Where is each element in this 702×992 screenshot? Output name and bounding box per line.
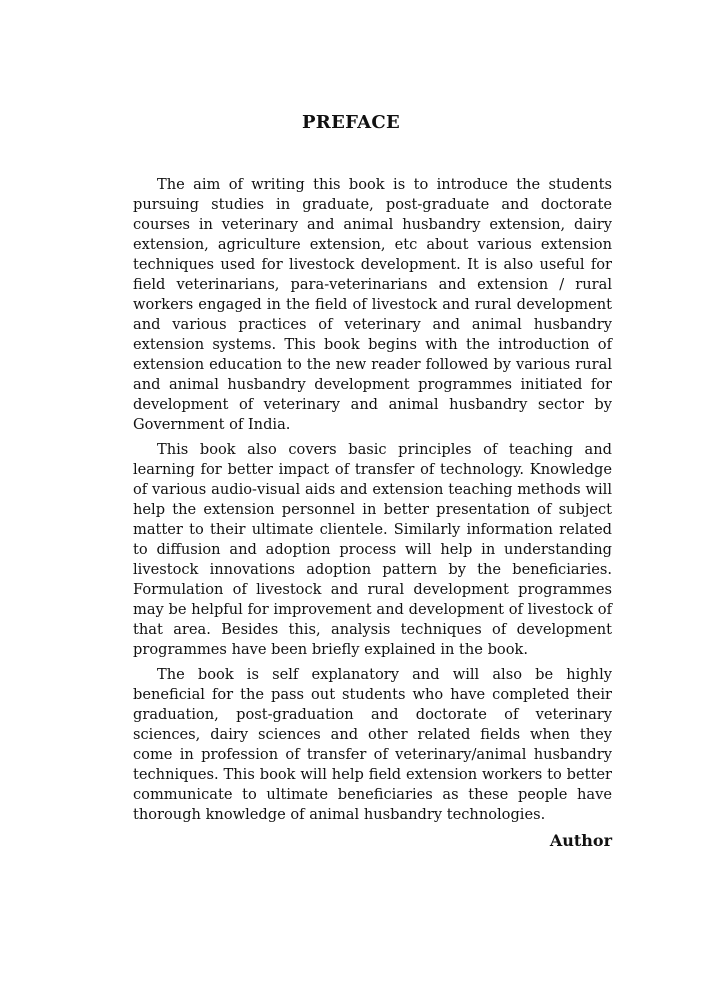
paragraph-3: The book is self explanatory and will also be highly beneficial for the pass out students who have completed their graduation, post-graduation and doctorate of veterinary sciences, dairy sciences and other related fields when they come in profession of transfer of veterinary/animal husbandry techniques. This book will help field extension workers to better communicate to ultimate beneficiaries as these people have thorough knowledge of animal husbandry technologies. <box>133 666 612 823</box>
author-signature: Author <box>549 831 612 850</box>
preface-body <box>133 175 612 852</box>
paragraph-1: The aim of writing this book is to introduce the students pursuing studies in graduate, post-graduate and doctorate courses in veterinary and animal husbandry extension, dairy extension, agriculture extension, etc about various extension techniques used for livestock development. It is also useful for field veterinarians, para-veterinarians and extension / rural workers engaged in the field of livestock and rural development and various practices of veterinary and animal husbandry extension systems. This book begins with the introduction of extension education to the new reader followed by various rural and animal husbandry development programmes initiated for development of veterinary and animal husbandry sector by Government of India. <box>133 176 612 433</box>
page-title: PREFACE <box>301 112 401 133</box>
paragraph-2: This book also covers basic principles of teaching and learning for better impact of transfer of technology. Knowledge of various audio-visual aids and extension teaching methods will help the extension personnel in better presentation of subject matter to their ultimate clientele. Similarly information related to diffusion and adoption process will help in understanding livestock innovations adoption pattern by the beneficiaries. Formulation of livestock and rural development programmes may be helpful for improvement and development of livestock of that area. Besides this, analysis techniques of development programmes have been briefly explained in the book. <box>133 441 612 658</box>
